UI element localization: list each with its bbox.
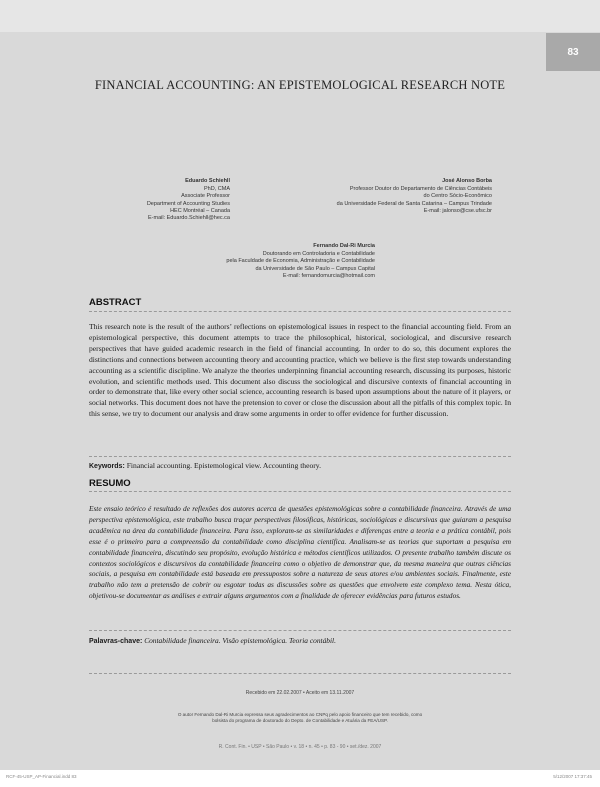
author-email: E-mail: jalonso@cse.ufsc.br (423, 207, 492, 214)
journal-reference: R. Cont. Fin. • USP • São Paulo • v. 18 • n. 45 • p. 83 - 90 • set./dez. 2007 (218, 744, 382, 750)
author-detail: HEC Montréal – Canada (170, 207, 230, 214)
article-title: FINANCIAL ACCOUNTING: AN EPISTEMOLOGICAL RESEARCH NOTE (94, 78, 506, 92)
keywords-label: Keywords: (89, 463, 125, 470)
divider (89, 630, 511, 631)
divider (89, 673, 511, 674)
author-detail: da Universidade Federal de Santa Catarina – Campus Trindade (336, 200, 492, 207)
divider (89, 491, 511, 492)
author-detail: Associate Professor (181, 193, 230, 200)
page-number-box (546, 33, 600, 71)
footnote: O autor Fernando Dal-Ri Murcia expressa seus agradecimentos ao CNPq pelo apoio financeiro que tem recebido, como bolsista do programa de doutorado do Depto. de Contabilidade e Atuária da FEA/USP. (177, 712, 423, 723)
author-block-2 (322, 178, 492, 215)
author-block-3 (205, 243, 375, 280)
print-timestamp: 5/12/2007 17:37:45 (553, 774, 592, 779)
keywords-value: Financial accounting. Epistemological view. Accounting theory. (126, 461, 321, 470)
author-email: E-mail: fernandomurcia@hotmail.com (282, 272, 375, 279)
resumo-text: Este ensaio teórico é resultado de reflexões dos autores acerca de questões epistemológicas sobre a contabilidade financeira. Através de uma perspectiva epistemológica, este trabalho busca traçar perspectivas filosóficas, históricas, sociológicas e discursivas que guiaram a pesquisa acadêmica na área da contabilidade financeira. Para isso, exploram-se as similaridades e diferenças entre a teoria e a prática contábil, pois esse é o primeiro para a compreensão da contabilidade como disciplina científica. Analisam-se as teorias que suportam a pesquisa em contabilidade financeira, discutindo seu propósito, evolução histórica e métodos científicos utilizados. O presente trabalho também discute os contextos sociológicos e discursivos da contabilidade financeira como o objetivo de demonstrar que, da mesma maneira que outras ciências sociais, a pesquisa em contabilidade está baseada em pressupostos sobre a natureza de seus atores e/ou ambientes sociais. Finalmente, este trabalho não tem a pretensão de cobrir ou esgotar todas as discussões sobre as questões que envolvem este complexo tema. Nesta ótica, objetivou-se documentar as análises e extrair alguns argumentos com a finalidade de oferecer evidências para futuros estudos. (89, 504, 511, 601)
author-name: José Alonso Borba (442, 178, 492, 184)
abstract-heading: ABSTRACT (89, 297, 142, 308)
palavras-chave-value: Contabilidade financeira. Visão epistemológica. Teoria contábil. (144, 636, 336, 645)
author-detail: PhD, CMA (204, 186, 230, 193)
author-detail: Department of Accounting Studies (146, 200, 230, 207)
author-detail: do Centro Sócio-Econômico (423, 193, 492, 200)
author-detail: Doutorando em Controladoria e Contabilidade (262, 251, 375, 258)
print-filename: RCF-45-USP_AP-Financial.indd 83 (6, 774, 77, 779)
divider (89, 311, 511, 312)
abstract-text: This research note is the result of the authors’ reflections on epistemological issues in respect to the financial accounting field. From an epistemological perspective, this document attempts to trace the philosophical, historical, sociological, and discursive research perspectives that have guided academic research in the field of financial accounting. In order to do so, this document explores the distinctions and connections between accounting theory and accounting practice, which we believe is the first step towards understanding accounting as a scientific discipline. We analyze the theories underpinning financial accounting research, discussing its purposes, historic evolution, and scientific methods used. This document also discuss the sociological and discursive contexts of financial accounting in order to demonstrate that, like every other social science, accounting research is based upon assumptions about the nature of it players, or social networks. This document does not have the pretension to cover or close the discussion about all the pitfalls of this complex topic. In this sense, we try to document our analysis and draw some arguments in order to offer evidence for further discussion. (89, 322, 511, 419)
palavras-chave-label: Palavras-chave: (89, 638, 143, 645)
author-name: Fernando Dal-Ri Murcia (313, 243, 375, 249)
keywords-line (89, 461, 511, 470)
author-detail: pela Faculdade de Economia, Administração e Contabilidade (226, 258, 375, 265)
author-detail: Professor Doutor do Departamento de Ciências Contábeis (349, 186, 492, 193)
resumo-heading: RESUMO (89, 478, 131, 489)
page-number: 83 (567, 46, 579, 58)
divider (89, 456, 511, 457)
received-dates: Recebido em 22.02.2007 • Aceito em 13.11.2007 (245, 690, 355, 696)
author-block-1 (130, 178, 230, 222)
top-bar (0, 0, 600, 32)
author-name: Eduardo Schiehll (185, 178, 230, 184)
palavras-chave-line (89, 636, 511, 645)
author-detail: da Universidade de São Paulo – Campus Capital (255, 265, 375, 272)
author-email: E-mail: Eduardo.Schiehll@hec.ca (147, 215, 230, 222)
bottom-strip (0, 770, 600, 787)
